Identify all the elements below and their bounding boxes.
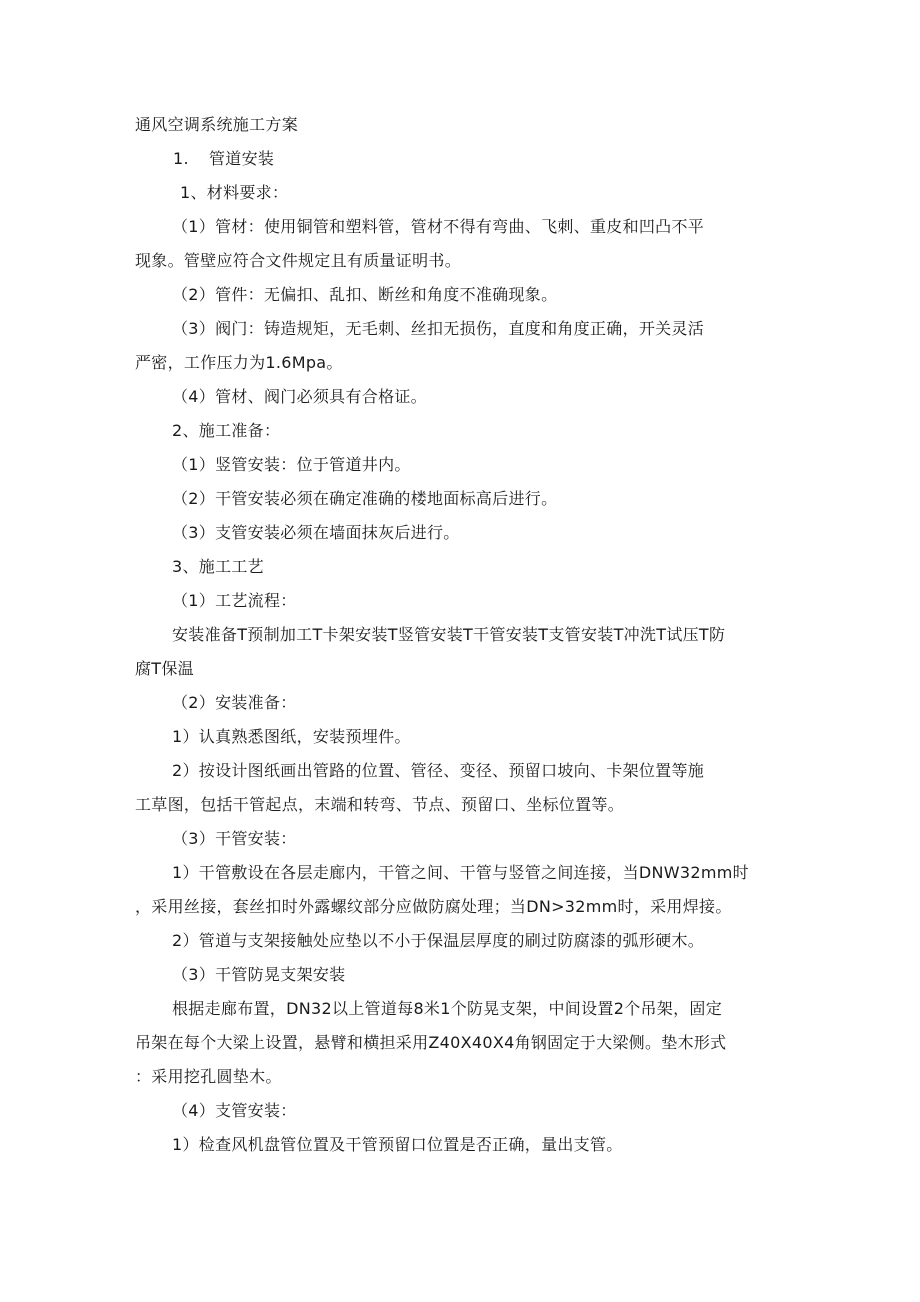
paragraph-branch1: 1）检查风机盘管位置及干管预留口位置是否正确，量出支管。	[172, 1135, 623, 1154]
paragraph-main2: 2）管道与支架接触处应垫以不小于保温层厚度的刷过防腐漆的弧形硬木。	[172, 931, 705, 950]
paragraph-step2-cont: 工草图，包括干管起点，末端和转弯、节点、预留口、坐标位置等。	[135, 795, 625, 814]
paragraph-main: （2）干管安装必须在确定准确的楼地面标高后进行。	[172, 489, 558, 508]
paragraph-main1: 1）干管敷设在各层走廊内，干管之间、干管与竖管之间连接，当DNW32mm时	[172, 863, 749, 882]
paragraph-step2: 2）按设计图纸画出管路的位置、管径、变径、预留口坡向、卡架位置等施	[172, 761, 705, 780]
main-install-heading: （3）干管安装：	[172, 829, 297, 848]
paragraph-riser: （1）竖管安装：位于管道井内。	[172, 455, 411, 474]
process-heading: 3、施工工艺	[172, 557, 264, 576]
paragraph-valve-cont: 严密，工作压力为1.6Mpa。	[135, 353, 343, 372]
branch-install-heading: （4）支管安装：	[172, 1101, 297, 1120]
paragraph-valve: （3）阀门：铸造规矩，无毛刺、丝扣无损伤，直度和角度正确，开关灵活	[172, 319, 705, 338]
paragraph-main1-cont: ，采用丝接，套丝扣时外露螺纹部分应做防腐处理；当DN>32mm时，采用焊接。	[135, 897, 732, 916]
section-number: 1.	[173, 149, 189, 168]
paragraph-sway-cont: 吊架在每个大梁上设置，悬臂和横担采用Z40X40X4角钢固定于大梁侧。垫木形式	[135, 1033, 727, 1052]
flow-heading: （1）工艺流程：	[172, 591, 297, 610]
paragraph-sway: 根据走廊布置，DN32以上管道每8米1个防晃支架，中间设置2个吊架，固定	[172, 999, 722, 1018]
prep-heading: 2、施工准备：	[172, 421, 281, 440]
section-title: 管道安装	[209, 149, 275, 168]
paragraph-branch: （3）支管安装必须在墙面抹灰后进行。	[172, 523, 460, 542]
sway-heading: （3）干管防晃支架安装	[172, 965, 346, 984]
paragraph-step1: 1）认真熟悉图纸，安装预埋件。	[172, 727, 411, 746]
paragraph-pipe-cont: 现象。管壁应符合文件规定且有质量证明书。	[135, 251, 462, 270]
paragraph-sway-cont2: ：采用挖孔圆垫木。	[135, 1067, 282, 1086]
paragraph-flow-cont: 腐T保温	[135, 659, 194, 678]
paragraph-fittings: （2）管件：无偏扣、乱扣、断丝和角度不准确现象。	[172, 285, 558, 304]
document-title: 通风空调系统施工方案	[135, 115, 299, 134]
paragraph-flow: 安装准备T预制加工T卡架安装T竖管安装T干管安装T支管安装T冲洗T试压T防	[172, 625, 726, 644]
paragraph-pipe: （1）管材：使用铜管和塑料管，管材不得有弯曲、飞刺、重皮和凹凸不平	[172, 217, 705, 236]
section-heading	[173, 148, 274, 170]
materials-heading: 1、材料要求：	[180, 183, 289, 202]
install-prep-heading: （2）安装准备：	[172, 693, 297, 712]
paragraph-cert: （4）管材、阀门必须具有合格证。	[172, 387, 427, 406]
